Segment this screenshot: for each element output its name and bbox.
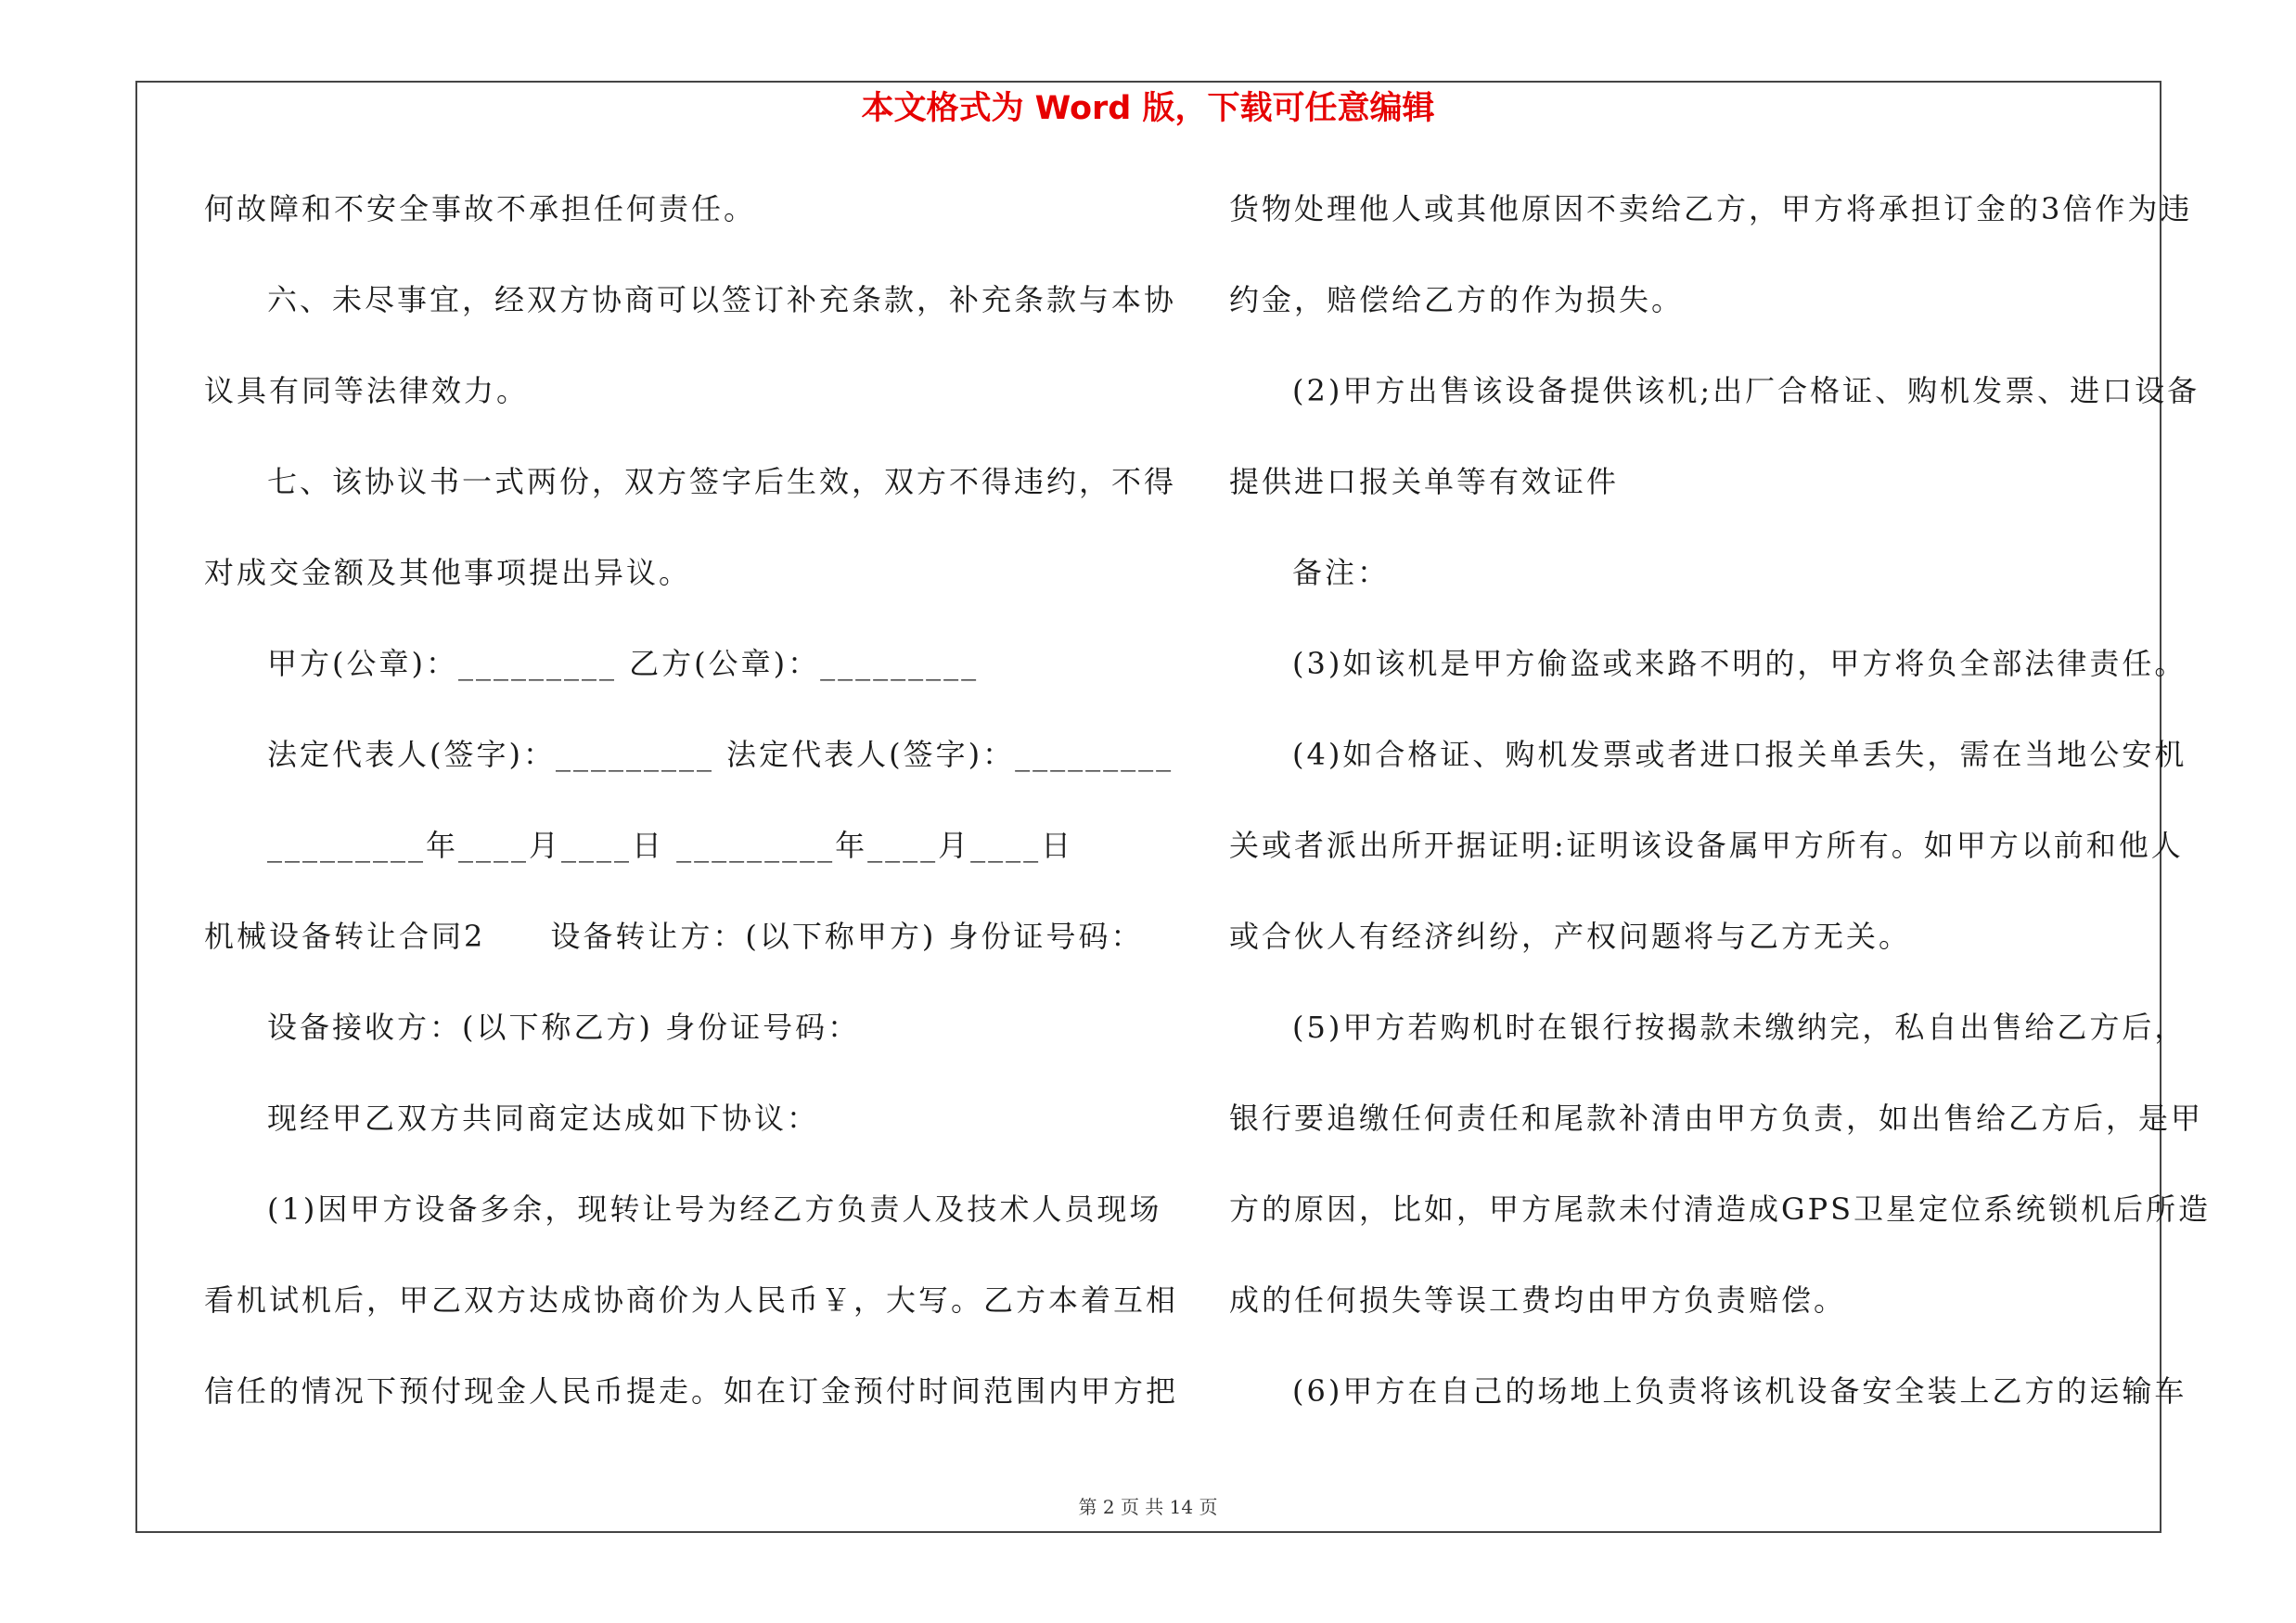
page-footer: 第 2 页 共 14 页 (1078, 1496, 1218, 1518)
right-column (1229, 181, 2212, 1454)
text-line: 关或者派出所开据证明:证明该设备属甲方所有。如甲方以前和他人 (1229, 828, 2184, 863)
text-line: 六、未尽事宜，经双方协商可以签订补充条款，补充条款与本协 (267, 282, 1177, 317)
text-line: 议具有同等法律效力。 (204, 373, 530, 408)
text-line: 或合伙人有经济纠纷，产权问题将与乙方无关。 (1229, 919, 1912, 954)
text-line: 七、该协议书一式两份，双方签字后生效，双方不得违约，不得 (267, 464, 1177, 499)
text-line: (2)甲方出售该设备提供该机;出厂合格证、购机发票、进口设备 (1292, 373, 2200, 408)
text-line: 对成交金额及其他事项提出异议。 (204, 555, 692, 590)
text-line: 现经甲乙双方共同商定达成如下协议： (267, 1101, 820, 1136)
text-line: 看机试机后，甲乙双方达成协商价为人民币￥，大写。乙方本着互相 (204, 1282, 1179, 1318)
text-line: 提供进口报关单等有效证件 (1229, 464, 1620, 499)
text-line: 何故障和不安全事故不承担任何责任。 (204, 191, 757, 226)
text-line: 方的原因，比如，甲方尾款未付清造成GPS卫星定位系统锁机后所造 (1229, 1191, 2212, 1227)
text-line: 备注： (1292, 555, 1391, 590)
text-line: (4)如合格证、购机发票或者进口报关单丢失，需在当地公安机 (1292, 737, 2187, 772)
text-line: (1)因甲方设备多余，现转让号为经乙方负责人及技术人员现场 (267, 1191, 1162, 1227)
text-line: (3)如该机是甲方偷盗或来路不明的，甲方将负全部法律责任。 (1292, 646, 2187, 681)
text-line: 货物处理他人或其他原因不卖给乙方，甲方将承担订金的3倍作为违 (1229, 191, 2193, 226)
text-line: 信任的情况下预付现金人民币提走。如在订金预付时间范围内甲方把 (204, 1373, 1179, 1409)
format-banner: 本文格式为 Word 版，下载可任意编辑 (861, 90, 1435, 127)
text-line: 甲方(公章)：_________ 乙方(公章)：_________ (267, 646, 980, 681)
text-line: (6)甲方在自己的场地上负责将该机设备安全装上乙方的运输车 (1292, 1373, 2187, 1409)
text-line: 法定代表人(签字)：_________ 法定代表人(签字)：_________ (267, 737, 1174, 772)
text-line: 银行要追缴任何责任和尾款补清由甲方负责，如出售给乙方后，是甲 (1229, 1101, 2204, 1136)
text-line: _________年____月____日 _________年____月____日 (267, 828, 1074, 863)
text-line: 约金，赔偿给乙方的作为损失。 (1229, 282, 1685, 317)
text-line: (5)甲方若购机时在银行按揭款未缴纳完，私自出售给乙方后， (1292, 1010, 2187, 1045)
left-column (204, 181, 1179, 1454)
text-line: 机械设备转让合同2 设备转让方：(以下称甲方) 身份证号码： (204, 919, 1144, 954)
text-line: 成的任何损失等误工费均由甲方负责赔偿。 (1229, 1282, 1847, 1318)
text-line: 设备接收方：(以下称乙方) 身份证号码： (267, 1010, 861, 1045)
